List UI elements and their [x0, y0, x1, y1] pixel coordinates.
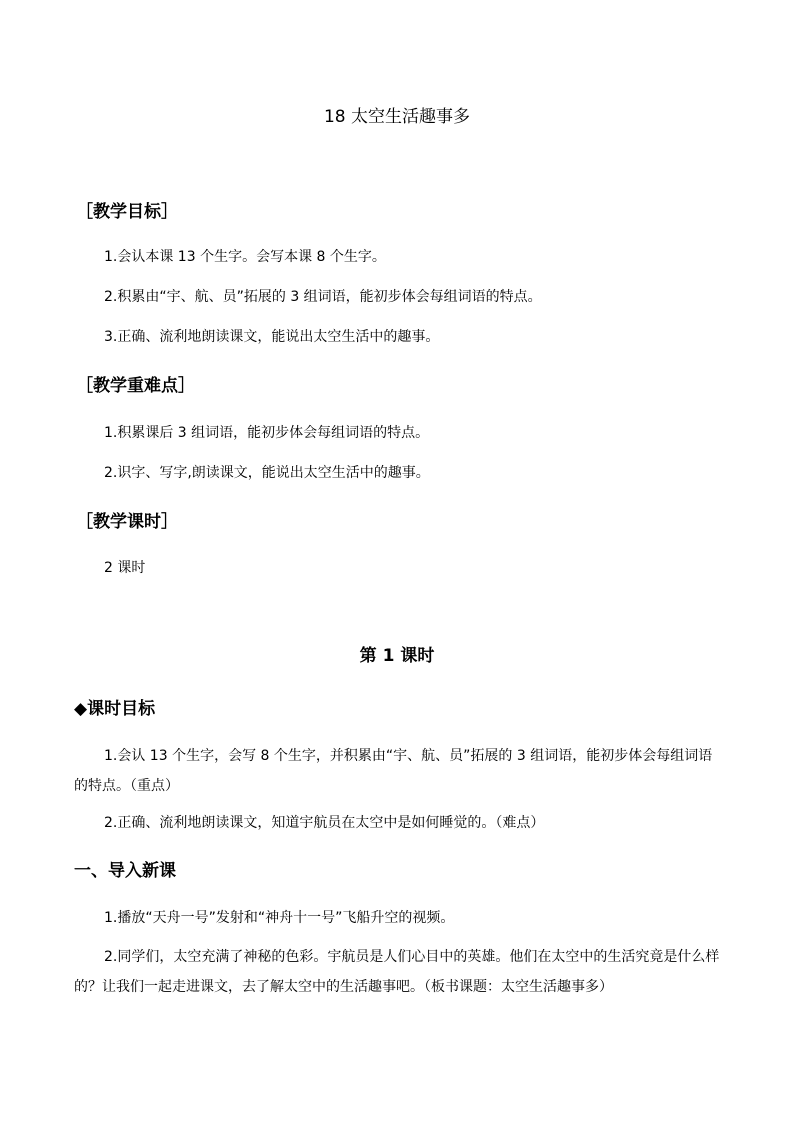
key-point-item-1: 1.积累课后 3 组词语，能初步体会每组词语的特点。: [104, 425, 430, 441]
intro-item-1: 1.播放“天舟一号”发射和“神舟十一号”飞船升空的视频。: [104, 910, 455, 926]
intro-item-2: 2.同学们，太空充满了神秘的色彩。宇航员是人们心目中的英雄。他们在太空中的生活究竟是什么样的？让我们一起走进课文，去了解太空中的生活趣事吧。（板书课题：太空生活趣事多）: [74, 949, 720, 995]
objective-item-1: 1.会认 13 个生字，会写 8 个生字，并积累由“宇、航、员”拓展的 3 组词语，能初步体会每组词语的特点。（重点）: [74, 748, 713, 794]
intro-section-heading: 一、导入新课: [74, 861, 176, 881]
goal-item-2: 2.积累由“宇、航、员”拓展的 3 组词语，能初步体会每组词语的特点。: [104, 289, 542, 305]
lesson-objectives-heading: ◆课时目标: [74, 699, 156, 719]
objective-item-2: 2.正确、流利地朗读课文，知道宇航员在太空中是如何睡觉的。（难点）: [104, 815, 545, 831]
class-periods-heading: ［教学课时］: [76, 512, 178, 532]
teaching-goals-heading: ［教学目标］: [76, 202, 178, 222]
key-points-heading: ［教学重难点］: [76, 376, 195, 396]
lesson-1-heading: 第 1 课时: [359, 646, 435, 666]
class-periods-text: 2 课时: [104, 560, 146, 576]
document-title: 18 太空生活趣事多: [323, 107, 471, 127]
key-point-item-2: 2.识字、写字,朗读课文，能说出太空生活中的趣事。: [104, 465, 430, 481]
goal-item-1: 1.会认本课 13 个生字。会写本课 8 个生字。: [104, 249, 386, 265]
goal-item-3: 3.正确、流利地朗读课文，能说出太空生活中的趣事。: [104, 329, 440, 345]
